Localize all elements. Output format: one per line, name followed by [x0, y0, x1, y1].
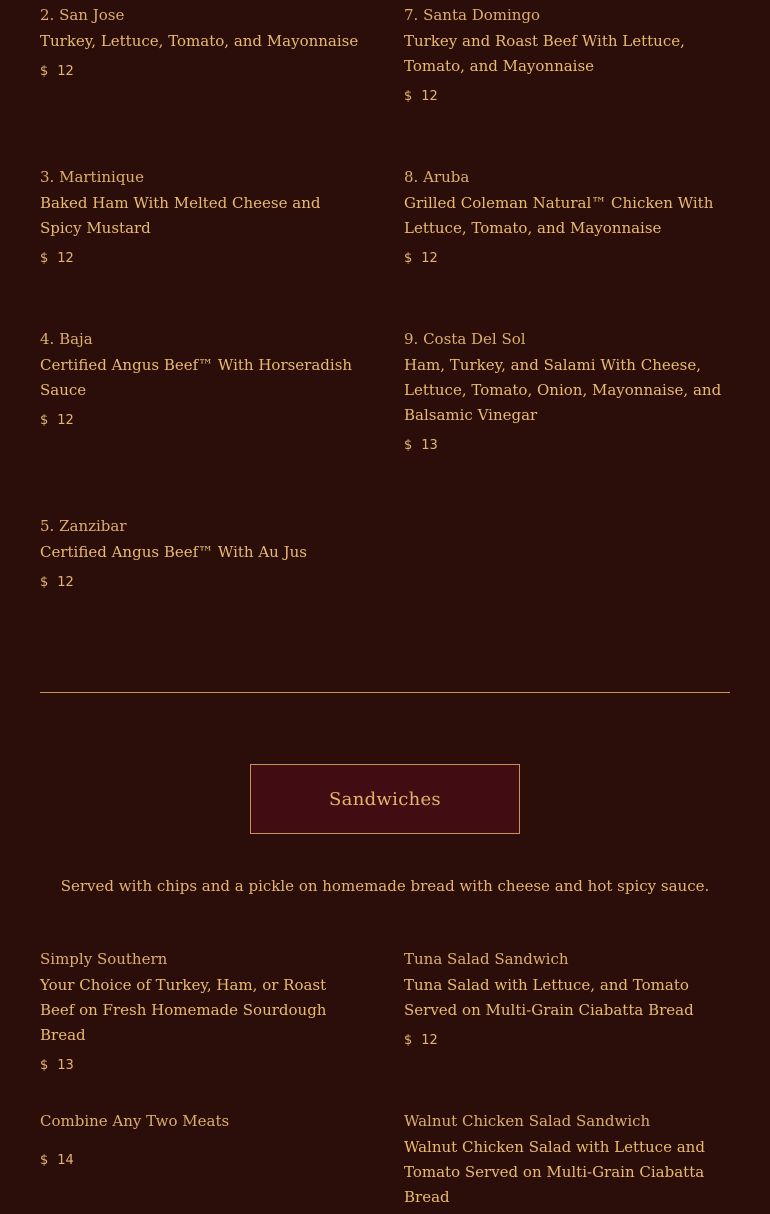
- item-name: 3. Martinique: [40, 168, 144, 186]
- item-price: [40, 1151, 360, 1171]
- currency-symbol: $: [40, 64, 49, 79]
- price-value: 12: [421, 251, 438, 266]
- item-price: [404, 1031, 730, 1051]
- item-price: [404, 87, 730, 107]
- item-description: Baked Ham With Melted Cheese and Spicy Mustard: [40, 194, 321, 237]
- price-value: 12: [57, 251, 74, 266]
- price-value: 14: [57, 1153, 74, 1168]
- price-value: 12: [57, 413, 74, 428]
- item-price: [404, 436, 730, 456]
- menu-item-simply-southern: [40, 949, 360, 1076]
- currency-symbol: $: [40, 251, 49, 266]
- item-description: Ham, Turkey, and Salami With Cheese, Lettuce, Tomato, Onion, Mayonnaise, and Balsamic Vinegar: [404, 356, 722, 424]
- menu-item-zanzibar: [40, 516, 360, 593]
- menu-item-san-jose: [40, 5, 360, 82]
- item-description: Turkey, Lettuce, Tomato, and Mayonnaise: [40, 32, 359, 50]
- currency-symbol: $: [404, 438, 413, 453]
- item-price: [40, 62, 360, 82]
- item-price: [40, 573, 360, 593]
- item-description: Your Choice of Turkey, Ham, or Roast Beef on Fresh Homemade Sourdough Bread: [40, 976, 327, 1044]
- item-price: [40, 1056, 360, 1076]
- currency-symbol: $: [404, 1033, 413, 1048]
- item-name: 8. Aruba: [404, 168, 470, 186]
- item-name: 4. Baja: [40, 330, 93, 348]
- menu-item-aruba: [404, 167, 730, 269]
- item-description: Turkey and Roast Beef With Lettuce, Tomato, and Mayonnaise: [404, 32, 685, 75]
- currency-symbol: $: [404, 89, 413, 104]
- item-description: Certified Angus Beef™ With Au Jus: [40, 543, 307, 561]
- currency-symbol: $: [40, 1058, 49, 1073]
- currency-symbol: $: [40, 413, 49, 428]
- item-name: 9. Costa Del Sol: [404, 330, 526, 348]
- item-description: Grilled Coleman Natural™ Chicken With Lettuce, Tomato, and Mayonnaise: [404, 194, 714, 237]
- price-value: 13: [421, 438, 438, 453]
- item-description: Tuna Salad with Lettuce, and Tomato Served on Multi-Grain Ciabatta Bread: [404, 976, 694, 1019]
- menu-item-santa-domingo: [404, 5, 730, 107]
- item-name: 5. Zanzibar: [40, 517, 127, 535]
- section-subtitle: Served with chips and a pickle on homemade bread with cheese and hot spicy sauce.: [60, 877, 710, 895]
- menu-item-baja: [40, 329, 360, 431]
- item-price: [40, 411, 360, 431]
- currency-symbol: $: [40, 1153, 49, 1168]
- section-title: Sandwiches: [329, 788, 441, 810]
- currency-symbol: $: [40, 575, 49, 590]
- item-price: [40, 249, 360, 269]
- price-value: 12: [421, 89, 438, 104]
- menu-item-martinique: [40, 167, 360, 269]
- item-description: Certified Angus Beef™ With Horseradish Sauce: [40, 356, 353, 399]
- item-name: 7. Santa Domingo: [404, 6, 541, 24]
- price-value: 12: [57, 575, 74, 590]
- item-name: 2. San Jose: [40, 6, 125, 24]
- menu-item-costa-del-sol: [404, 329, 730, 456]
- section-header-box: [250, 764, 520, 834]
- item-name: Tuna Salad Sandwich: [404, 950, 569, 968]
- menu-item-walnut-chicken: [404, 1111, 730, 1210]
- item-description: Walnut Chicken Salad with Lettuce and Tomato Served on Multi-Grain Ciabatta Bread: [404, 1138, 705, 1206]
- item-price: [404, 249, 730, 269]
- currency-symbol: $: [404, 251, 413, 266]
- price-value: 12: [57, 64, 74, 79]
- item-name: Walnut Chicken Salad Sandwich: [404, 1112, 651, 1130]
- section-divider: [40, 692, 730, 693]
- menu-item-tuna-salad: [404, 949, 730, 1051]
- price-value: 13: [57, 1058, 74, 1073]
- item-name: Combine Any Two Meats: [40, 1112, 230, 1130]
- menu-item-combine-meats: [40, 1111, 360, 1171]
- item-name: Simply Southern: [40, 950, 168, 968]
- price-value: 12: [421, 1033, 438, 1048]
